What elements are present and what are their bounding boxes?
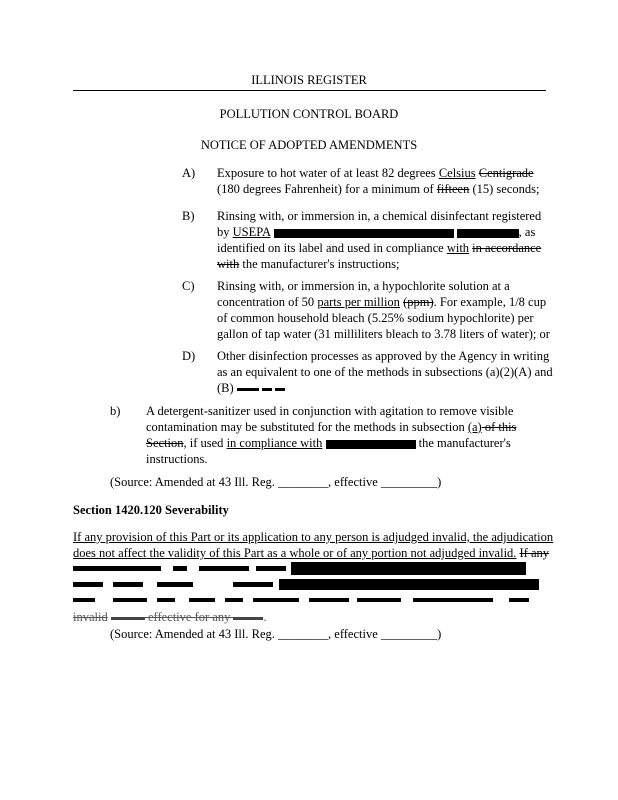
redaction-bar bbox=[291, 562, 526, 575]
para-b-label: b) bbox=[110, 404, 121, 418]
item-b-line-4: with the manufacturer's instructions; bbox=[217, 257, 400, 271]
item-c-line-1: Rinsing with, or immersion in, a hypochlorite solution at a bbox=[217, 279, 510, 293]
item-d-line-3: (B) bbox=[217, 380, 285, 396]
header-rule bbox=[73, 90, 546, 91]
redaction-bar bbox=[233, 582, 273, 587]
item-b-line-2: by USEPA , as bbox=[217, 225, 536, 239]
redaction-bar bbox=[509, 598, 529, 602]
item-b-line-1: Rinsing with, or immersion in, a chemical disinfectant registered bbox=[217, 209, 542, 223]
item-b-line-3: identified on its label and used in compliance with in accordance bbox=[217, 241, 542, 255]
redaction-bar bbox=[225, 598, 243, 602]
para-b-line-3: Section, if used in compliance with the manufacturer's bbox=[146, 436, 511, 450]
item-c-line-3: of common household bleach (5.25% sodium hypochlorite) per bbox=[217, 311, 534, 325]
para-b-line-2: contamination may be substituted for the methods in subsection (a) of this bbox=[146, 420, 517, 434]
item-c-line-2: concentration of 50 parts per million (ppm). For example, 1/8 cup bbox=[217, 295, 547, 309]
item-a-line-2: (180 degrees Fahrenheit) for a minimum of fifteen (15) seconds; bbox=[217, 182, 540, 196]
redaction-bar bbox=[275, 388, 285, 391]
redaction-bar bbox=[279, 579, 539, 590]
redaction-bar bbox=[73, 598, 95, 602]
redaction-bar bbox=[157, 582, 193, 587]
severability-line-1: If any provision of this Part or its application to any person is adjudged invalid, the adjudication bbox=[73, 530, 554, 544]
redaction-bar bbox=[199, 566, 249, 571]
para-b-line-1: A detergent-sanitizer used in conjunction with agitation to remove visible bbox=[146, 404, 514, 418]
item-d-line-1: Other disinfection processes as approved by the Agency in writing bbox=[217, 349, 550, 363]
item-b-label: B) bbox=[182, 209, 195, 223]
redacted-line bbox=[73, 593, 553, 609]
item-c-label: C) bbox=[182, 279, 195, 293]
item-a-line-1: Exposure to hot water of at least 82 degrees Celsius Centigrade bbox=[217, 166, 534, 180]
redaction-bar bbox=[73, 582, 103, 587]
redaction-bar bbox=[253, 598, 299, 602]
item-a-label: A) bbox=[182, 166, 196, 180]
redaction-bar bbox=[233, 617, 263, 620]
redaction-bar bbox=[413, 598, 493, 602]
item-d-line-2: as an equivalent to one of the methods in subsections (a)(2)(A) and bbox=[217, 365, 553, 379]
redaction-bar bbox=[173, 566, 187, 571]
item-d-label: D) bbox=[182, 349, 196, 363]
redaction-bar bbox=[157, 598, 175, 602]
redaction-bar bbox=[326, 440, 416, 449]
redaction-bar bbox=[274, 229, 454, 238]
redaction-bar bbox=[262, 388, 272, 391]
notice-title: NOTICE OF ADOPTED AMENDMENTS bbox=[200, 138, 418, 152]
register-title: ILLINOIS REGISTER bbox=[251, 73, 367, 87]
redaction-bar bbox=[189, 598, 215, 602]
redaction-bar bbox=[73, 566, 161, 571]
redaction-bar bbox=[309, 598, 349, 602]
redaction-bar bbox=[256, 566, 286, 571]
board-title: POLLUTION CONTROL BOARD bbox=[219, 107, 399, 121]
item-c-line-4: gallon of tap water (31 milliliters bleach to 3.78 liters of water); or bbox=[217, 327, 550, 341]
redaction-bar bbox=[113, 582, 143, 587]
section-heading: Section 1420.120 Severability bbox=[73, 503, 229, 517]
source-note-1: (Source: Amended at 43 Ill. Reg. ________, effective _________) bbox=[110, 475, 442, 489]
redaction-bar bbox=[237, 388, 259, 391]
para-b-line-4: instructions. bbox=[146, 452, 208, 466]
redaction-bar bbox=[457, 229, 519, 238]
redaction-bar bbox=[357, 598, 401, 602]
redaction-bar bbox=[111, 617, 145, 620]
redacted-line bbox=[73, 577, 553, 593]
redaction-bar bbox=[113, 598, 147, 602]
severability-line-2: does not affect the validity of this Part as a whole or of any portion not adjudged invalid. If any bbox=[73, 546, 550, 560]
source-note-2: (Source: Amended at 43 Ill. Reg. ________, effective _________) bbox=[110, 627, 442, 641]
redacted-line bbox=[73, 561, 553, 577]
severability-line-6: invalid effective for any . bbox=[73, 610, 267, 624]
